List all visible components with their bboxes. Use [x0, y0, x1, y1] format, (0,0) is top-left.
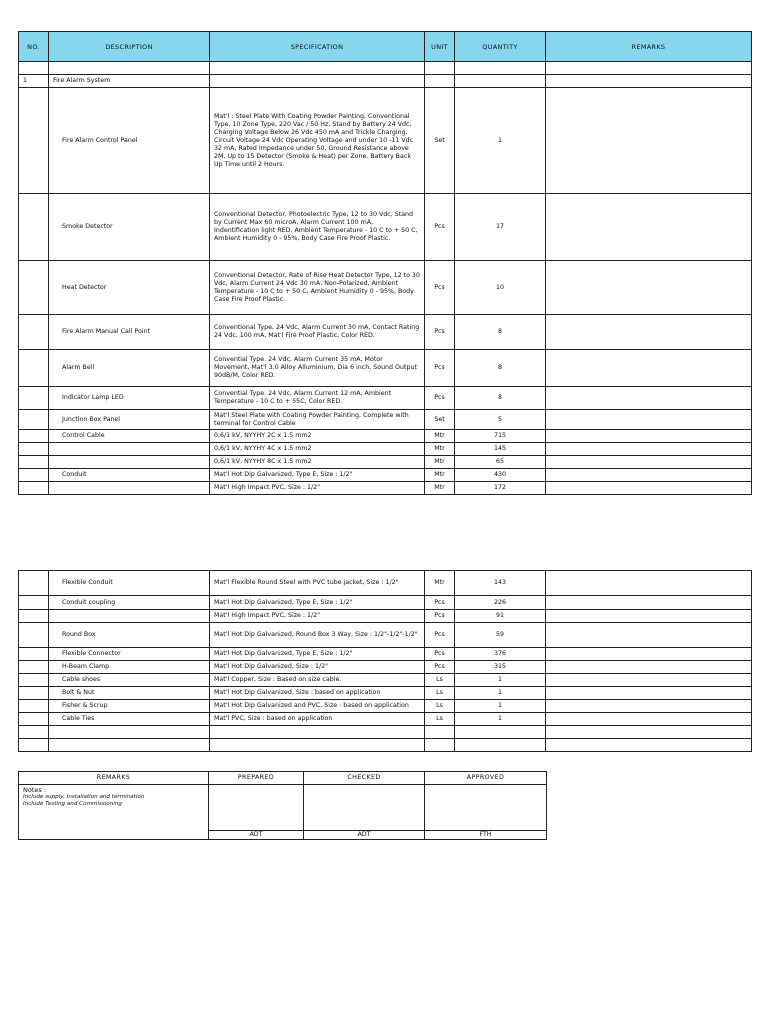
no-cell: [19, 410, 49, 430]
signoff-table: [18, 771, 547, 840]
spacer-row: [19, 62, 752, 75]
remarks-cell: [546, 315, 752, 350]
table-row: [19, 456, 752, 469]
header-row: [19, 32, 752, 62]
quantity-cell: 1: [455, 700, 546, 713]
specification-cell: Mat'l Hot Dip Galvanized, Type E, Size : 1/2": [210, 648, 425, 661]
specification-cell: Mat'l Hot Dip Galvanized, Round Box 3 Way, Size : 1/2"-1/2"-1/2": [210, 623, 425, 648]
description-cell: H-Beam Clamp: [49, 661, 210, 674]
specification-cell: Mat'l Copper, Size : Based on size cable.: [210, 674, 425, 687]
remarks-cell: [546, 687, 752, 700]
description-cell: Fisher & Scrup: [49, 700, 210, 713]
remarks-cell: [546, 88, 752, 194]
remarks-cell: [546, 469, 752, 482]
note-2: Include Testing and Commissioning: [23, 801, 122, 807]
quantity-cell: 8: [455, 315, 546, 350]
remarks-cell: [546, 456, 752, 469]
quantity-cell: 91: [455, 610, 546, 623]
specification-cell: Mat'l Hot Dip Galvanized, Type E, Size : 1/2": [210, 596, 425, 610]
description-cell: Flexible Connector: [49, 648, 210, 661]
table-row: [19, 571, 752, 596]
table-row: [19, 610, 752, 623]
table-row: [19, 387, 752, 410]
specification-cell: Mat'l Hot Dip Galvanized, Size : 1/2": [210, 661, 425, 674]
description-cell: Round Box: [49, 623, 210, 648]
table-row: [19, 350, 752, 387]
specification-cell: Mat'l High Impact PVC, Size : 1/2": [210, 482, 425, 495]
specification-cell: Mat'l : Steel Plate With Coating Powder Painting, Conventional Type, 10 Zone Type, 220 Vac / 50 Hz, Stand by Battery 24 Vdc, Charging Voltage Below 26 Vdc 450 mA and Trickle Charging, Circuit Voltage 24 Vdc Operating Voltage and under 10 -11 Vdc 32 mA, Rated Impedance under 50, Ground Resistance above 2M, Up to 15 Detector (Smoke & Heat) per Zone. Battery Back Up Time until 2 Hours.: [210, 88, 425, 194]
description-cell: Indicator Lamp LED: [49, 387, 210, 410]
table-row: [19, 315, 752, 350]
remarks-cell: [546, 443, 752, 456]
remarks-cell: [546, 482, 752, 495]
table-row: [19, 194, 752, 261]
signoff-header-row: [19, 772, 547, 785]
boq-table-page2: [18, 570, 752, 752]
remarks-cell: [546, 430, 752, 443]
unit-cell: Set: [425, 410, 455, 430]
boq-table-page1: [18, 31, 752, 495]
unit-cell: Pcs: [425, 648, 455, 661]
unit-cell: Mtr: [425, 469, 455, 482]
description-cell: Fire Alarm Control Panel: [49, 88, 210, 194]
description-cell: Control Cable: [49, 430, 210, 443]
remarks-cell: [546, 350, 752, 387]
header-description: DESCRIPTION: [49, 32, 210, 62]
table-row: [19, 261, 752, 315]
quantity-cell: 1: [455, 88, 546, 194]
blank-row: [19, 739, 752, 752]
specification-cell: Conventional Detector, Rate of Rise Heat Detector Type, 12 to 30 Vdc, Alarm Current 24 Vdc 30 mA, Non-Polarized, Ambient Temperature - 10 C to + 50 C, Ambient Humidity 0 - 95%, Body Case Fire Proof Plastic.: [210, 261, 425, 315]
note-1: Include supply, Installation and termination: [23, 794, 145, 800]
quantity-cell: 10: [455, 261, 546, 315]
description-cell: Cable shoes: [49, 674, 210, 687]
unit-cell: Pcs: [425, 315, 455, 350]
remarks-cell: [546, 194, 752, 261]
specification-cell: Mat'l Steel Plate with Coating Powder Painting, Complete with terminal for Control Cable: [210, 410, 425, 430]
remarks-cell: [546, 700, 752, 713]
header-no: NO.: [19, 32, 49, 62]
quantity-cell: 65: [455, 456, 546, 469]
section-no: 1: [19, 75, 49, 88]
notes-title: Notes :: [23, 786, 47, 794]
specification-cell: Convential Type. 24 Vdc, Alarm Current 12 mA, Ambient Temperature - 10 C to + 55C, Color RED.: [210, 387, 425, 410]
unit-cell: Pcs: [425, 261, 455, 315]
table-row: [19, 596, 752, 610]
specification-cell: Mat'l Hot Dip Galvanized, Size : based on application: [210, 687, 425, 700]
specification-cell: Mat'l Hot Dip Galvanized, Type E, Size : 1/2": [210, 469, 425, 482]
remarks-cell: [546, 610, 752, 623]
quantity-cell: 376: [455, 648, 546, 661]
quantity-cell: 315: [455, 661, 546, 674]
specification-cell: Conventional Type, 24 Vdc, Alarm Current 30 mA, Contact Rating 24 Vdc, 100 mA, Mat'l Fire Proof Plastic, Color RED.: [210, 315, 425, 350]
unit-cell: Mtr: [425, 456, 455, 469]
no-cell: [19, 596, 49, 610]
unit-cell: Mtr: [425, 430, 455, 443]
signoff-body-row: [19, 785, 547, 831]
table-row: [19, 623, 752, 648]
no-cell: [19, 571, 49, 596]
section-row: [19, 75, 752, 88]
no-cell: [19, 687, 49, 700]
quantity-cell: 226: [455, 596, 546, 610]
remarks-cell: [546, 387, 752, 410]
no-cell: [19, 350, 49, 387]
remarks-cell: [546, 713, 752, 726]
checked-by: ADT: [304, 831, 425, 840]
quantity-cell: 143: [455, 571, 546, 596]
no-cell: [19, 261, 49, 315]
header-specification: SPECIFICATION: [210, 32, 425, 62]
quantity-cell: 59: [455, 623, 546, 648]
no-cell: [19, 88, 49, 194]
quantity-cell: 8: [455, 387, 546, 410]
no-cell: [19, 443, 49, 456]
no-cell: [19, 194, 49, 261]
table-row: [19, 88, 752, 194]
unit-cell: Ls: [425, 687, 455, 700]
quantity-cell: 5: [455, 410, 546, 430]
description-cell: Fire Alarm Manual Call Point: [49, 315, 210, 350]
table-row: [19, 443, 752, 456]
description-cell: Conduit coupling: [49, 596, 210, 610]
signoff-remarks-label: REMARKS: [19, 772, 209, 785]
unit-cell: Pcs: [425, 661, 455, 674]
remarks-cell: [546, 596, 752, 610]
no-cell: [19, 456, 49, 469]
table-row: [19, 648, 752, 661]
remarks-cell: [546, 623, 752, 648]
unit-cell: Ls: [425, 674, 455, 687]
prepared-by: ADT: [209, 831, 304, 840]
specification-cell: Mat'l Flexible Round Steel with PVC tube jacket, Size : 1/2": [210, 571, 425, 596]
table-row: [19, 700, 752, 713]
unit-cell: Mtr: [425, 482, 455, 495]
quantity-cell: 1: [455, 713, 546, 726]
table-row: [19, 410, 752, 430]
description-cell: Flexible Conduit: [49, 571, 210, 596]
no-cell: [19, 469, 49, 482]
remarks-cell: [546, 571, 752, 596]
no-cell: [19, 713, 49, 726]
description-cell: [49, 456, 210, 469]
description-cell: Cable Ties: [49, 713, 210, 726]
specification-cell: Mat'l PVC, Size : based on application: [210, 713, 425, 726]
description-cell: Bolt & Nut: [49, 687, 210, 700]
table-row: [19, 674, 752, 687]
no-cell: [19, 430, 49, 443]
description-cell: [49, 443, 210, 456]
remarks-cell: [546, 674, 752, 687]
description-cell: Heat Detector: [49, 261, 210, 315]
quantity-cell: 172: [455, 482, 546, 495]
no-cell: [19, 661, 49, 674]
notes-cell: [19, 785, 209, 840]
unit-cell: Mtr: [425, 571, 455, 596]
table-row: [19, 713, 752, 726]
remarks-cell: [546, 410, 752, 430]
header-remarks: REMARKS: [546, 32, 752, 62]
quantity-cell: 715: [455, 430, 546, 443]
specification-cell: Conventional Detector, Photoelectric Type, 12 to 30 Vdc, Stand by Current Max 60 microA, Alarm Current 100 mA, Indentification light RED, Ambient Temperature - 10 C to + 50 C, Ambient Humidity 0 - 95%, Body Case Fire Proof Plastic.: [210, 194, 425, 261]
description-cell: [49, 482, 210, 495]
unit-cell: Pcs: [425, 387, 455, 410]
specification-cell: 0,6/1 kV, NYYHY 4C x 1.5 mm2: [210, 443, 425, 456]
header-quantity: QUANTITY: [455, 32, 546, 62]
remarks-cell: [546, 261, 752, 315]
unit-cell: Pcs: [425, 610, 455, 623]
blank-row: [19, 726, 752, 739]
description-cell: [49, 610, 210, 623]
no-cell: [19, 387, 49, 410]
unit-cell: Pcs: [425, 596, 455, 610]
unit-cell: Pcs: [425, 350, 455, 387]
description-cell: Conduit: [49, 469, 210, 482]
quantity-cell: 1: [455, 674, 546, 687]
unit-cell: Mtr: [425, 443, 455, 456]
quantity-cell: 145: [455, 443, 546, 456]
signoff-approved-label: APPROVED: [425, 772, 547, 785]
specification-cell: Convential Type. 24 Vdc, Alarm Current 35 mA, Motor Movement, Mat'l 3.0 Alloy Alluminium, Dia 6 inch, Sound Output 90dB/M, Color RED.: [210, 350, 425, 387]
remarks-cell: [546, 661, 752, 674]
quantity-cell: 430: [455, 469, 546, 482]
unit-cell: Set: [425, 88, 455, 194]
specification-cell: 0,6/1 kV, NYYHY 2C x 1.5 mm2: [210, 430, 425, 443]
description-cell: Alarm Bell: [49, 350, 210, 387]
table-row: [19, 469, 752, 482]
unit-cell: Ls: [425, 713, 455, 726]
signoff-checked-label: CHECKED: [304, 772, 425, 785]
no-cell: [19, 610, 49, 623]
unit-cell: Pcs: [425, 194, 455, 261]
quantity-cell: 1: [455, 687, 546, 700]
description-cell: Junction Box Panel: [49, 410, 210, 430]
no-cell: [19, 648, 49, 661]
section-title: Fire Alarm System: [49, 75, 210, 88]
specification-cell: Mat'l High Impact PVC, Size : 1/2": [210, 610, 425, 623]
no-cell: [19, 700, 49, 713]
table-row: [19, 687, 752, 700]
no-cell: [19, 315, 49, 350]
table-row: [19, 430, 752, 443]
table-row: [19, 661, 752, 674]
header-unit: UNIT: [425, 32, 455, 62]
signoff-prepared-label: PREPARED: [209, 772, 304, 785]
no-cell: [19, 482, 49, 495]
unit-cell: Pcs: [425, 623, 455, 648]
remarks-cell: [546, 648, 752, 661]
quantity-cell: 8: [455, 350, 546, 387]
table-row: [19, 482, 752, 495]
specification-cell: Mat'l Hot Dip Galvanized and PVC, Size : based on application: [210, 700, 425, 713]
no-cell: [19, 674, 49, 687]
unit-cell: Ls: [425, 700, 455, 713]
description-cell: Smoke Detector: [49, 194, 210, 261]
quantity-cell: 17: [455, 194, 546, 261]
approved-by: FTH: [425, 831, 547, 840]
no-cell: [19, 623, 49, 648]
specification-cell: 0,6/1 kV, NYYHY 8C x 1.5 mm2: [210, 456, 425, 469]
